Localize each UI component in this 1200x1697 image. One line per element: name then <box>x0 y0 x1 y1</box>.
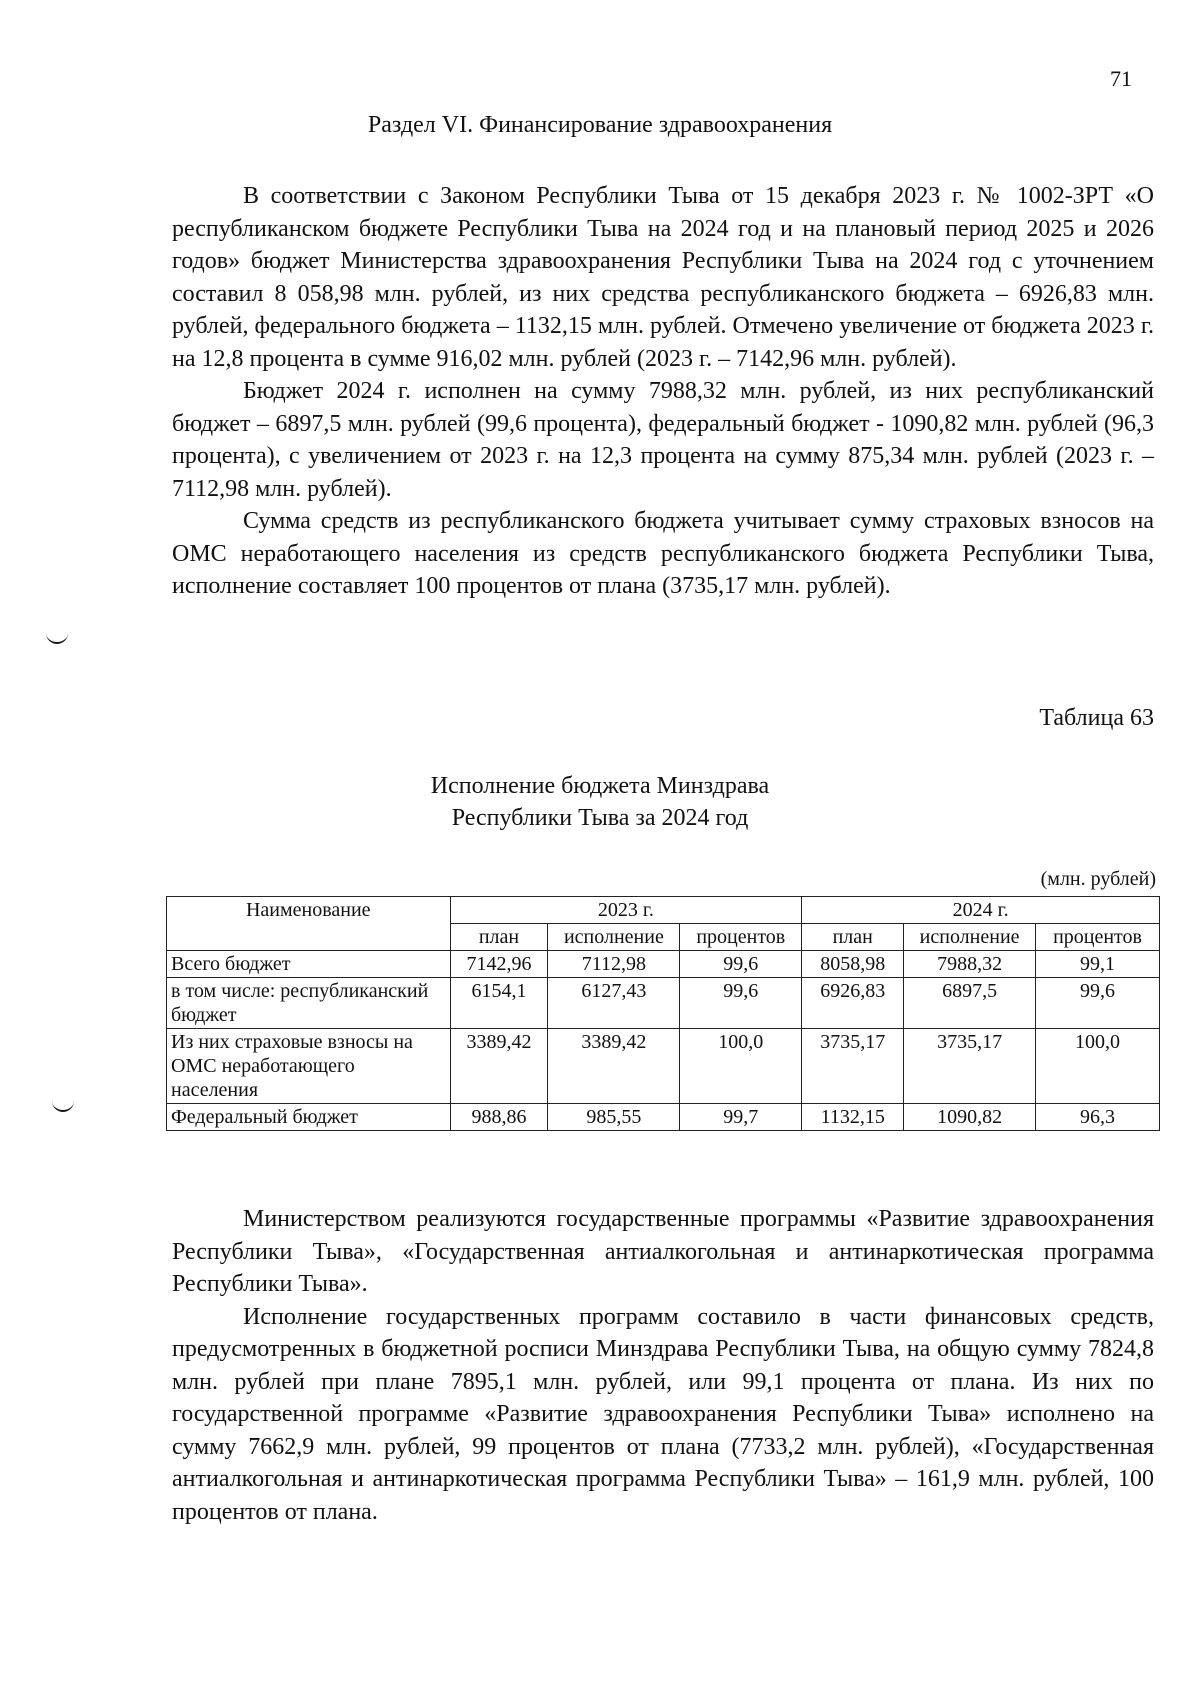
cell: 8058,98 <box>802 951 904 978</box>
cell: 3735,17 <box>904 1029 1036 1104</box>
cell: 6897,5 <box>904 978 1036 1029</box>
cell: 3735,17 <box>802 1029 904 1104</box>
paragraph: В соответствии с Законом Республики Тыва от 15 декабря 2023 г. № 1002-ЗРТ «О республиканском бюджете Республики Тыва на 2024 год и на плановый период 2025 и 2026 годов» бюджет Министерства здравоохранения Республики Тыва на 2024 год с уточнением составил 8 058,98 млн. рублей, из них средства республиканского бюджета – 6926,83 млн. рублей, федерального бюджета – 1132,15 млн. рублей. Отмечено увеличение от бюджета 2023 г. на 12,8 процента в сумме 916,02 млн. рублей (2023 г. – 7142,96 млн. рублей). <box>172 183 1154 372</box>
table-row <box>167 978 1160 1029</box>
budget-table <box>166 896 1160 1131</box>
table-row <box>167 951 1160 978</box>
body-text-top <box>172 180 1154 603</box>
cell: 99,6 <box>1036 978 1160 1029</box>
header-plan: план <box>802 924 904 951</box>
row-name: Из них страховые взносы на ОМС неработающего населения <box>167 1029 451 1104</box>
header-plan: план <box>450 924 548 951</box>
header-percent: процентов <box>680 924 802 951</box>
header-year-2023: 2023 г. <box>450 897 802 924</box>
cell: 1132,15 <box>802 1104 904 1131</box>
cell: 3389,42 <box>548 1029 680 1104</box>
cell: 99,6 <box>680 978 802 1029</box>
cell: 7142,96 <box>450 951 548 978</box>
cell: 6154,1 <box>450 978 548 1029</box>
table-title-line: Исполнение бюджета Минздрава <box>430 773 770 799</box>
table-title-line: Республики Тыва за 2024 год <box>451 805 749 831</box>
body-text-bottom <box>172 1203 1154 1528</box>
paragraph: Министерством реализуются государственные программы «Развитие здравоохранения Республики Тыва», «Государственная антиалкогольная и антинаркотическая программа Республики Тыва». <box>172 1206 1154 1297</box>
table-label: Таблица 63 <box>1039 705 1154 731</box>
scan-mark <box>52 1100 74 1112</box>
scan-mark <box>46 632 68 644</box>
paragraph: Бюджет 2024 г. исполнен на сумму 7988,32 млн. рублей, из них республиканский бюджет – 6897,5 млн. рублей (99,6 процента), федеральный бюджет - 1090,82 млн. рублей (96,3 процента), с увеличением от 2023 г. на 12,3 процента на сумму 875,34 млн. рублей (2023 г. – 7112,98 млн. рублей). <box>172 378 1154 502</box>
cell: 6926,83 <box>802 978 904 1029</box>
section-title: Раздел VI. Финансирование здравоохранения <box>367 112 833 138</box>
cell: 988,86 <box>450 1104 548 1131</box>
header-execution: исполнение <box>904 924 1036 951</box>
cell: 100,0 <box>680 1029 802 1104</box>
cell: 100,0 <box>1036 1029 1160 1104</box>
paragraph: Исполнение государственных программ составило в части финансовых средств, предусмотренных в бюджетной росписи Минздрава Республики Тыва, на общую сумму 7824,8 млн. рублей при плане 7895,1 млн. рублей, или 99,1 процента от плана. Из них по государственной программе «Развитие здравоохранения Республики Тыва» исполнено на сумму 7662,9 млн. рублей, 99 процентов от плана (7733,2 млн. рублей), «Государственная антиалкогольная и антинаркотическая программа Республики Тыва» – 161,9 млн. рублей, 100 процентов от плана. <box>172 1303 1154 1525</box>
cell: 99,1 <box>1036 951 1160 978</box>
cell: 6127,43 <box>548 978 680 1029</box>
header-name: Наименование <box>167 897 451 951</box>
paragraph: Сумма средств из республиканского бюджета учитывает сумму страховых взносов на ОМС неработающего населения из средств республиканского бюджета Республики Тыва, исполнение составляет 100 процентов от плана (3735,17 млн. рублей). <box>172 508 1154 599</box>
table-title <box>0 770 1200 834</box>
cell: 99,7 <box>680 1104 802 1131</box>
table-row <box>167 1029 1160 1104</box>
row-name: Федеральный бюджет <box>167 1104 451 1131</box>
cell: 7988,32 <box>904 951 1036 978</box>
table-header-row <box>167 897 1160 924</box>
cell: 3389,42 <box>450 1029 548 1104</box>
cell: 96,3 <box>1036 1104 1160 1131</box>
cell: 1090,82 <box>904 1104 1036 1131</box>
cell: 985,55 <box>548 1104 680 1131</box>
row-name: Всего бюджет <box>167 951 451 978</box>
units-label: (млн. рублей) <box>1040 868 1156 890</box>
row-name: в том числе: республиканский бюджет <box>167 978 451 1029</box>
cell: 99,6 <box>680 951 802 978</box>
header-percent: процентов <box>1036 924 1160 951</box>
header-execution: исполнение <box>548 924 680 951</box>
table-row <box>167 1104 1160 1131</box>
cell: 7112,98 <box>548 951 680 978</box>
header-year-2024: 2024 г. <box>802 897 1160 924</box>
page-number: 71 <box>1110 66 1132 91</box>
